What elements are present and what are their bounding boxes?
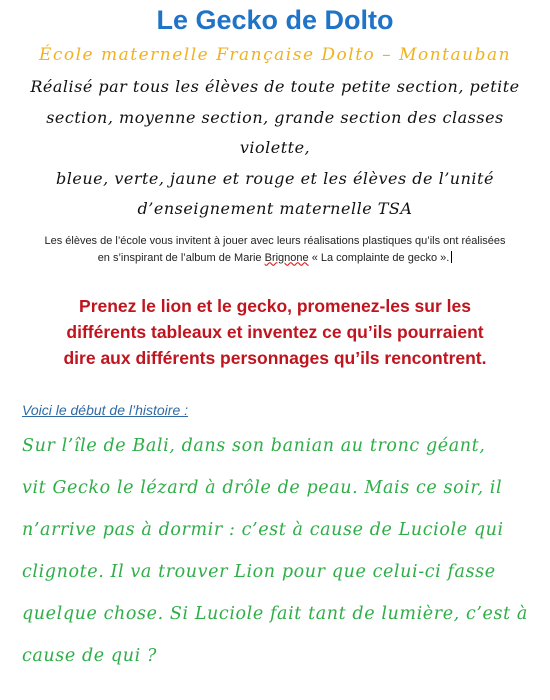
intro-paragraph bbox=[22, 233, 528, 267]
text-cursor bbox=[451, 251, 452, 263]
story-heading: Voici le début de l’histoire : bbox=[22, 401, 189, 418]
story-line: clignote. Il va trouver Lion pour que celui-ci fasse bbox=[22, 561, 496, 582]
story-text bbox=[22, 425, 528, 677]
author-name: Brignone bbox=[264, 251, 309, 264]
credits-line: bleue, verte, jaune et rouge et les élèves de l’unité bbox=[56, 168, 494, 188]
instruction-callout bbox=[22, 293, 528, 371]
credits-line: section, moyenne section, grande section des classes violette, bbox=[46, 107, 504, 157]
intro-text: en s’inspirant de l’album de Marie bbox=[97, 251, 265, 264]
school-name: École maternelle Française Dolto – Montauban bbox=[38, 45, 512, 65]
document-title: Le Gecko de Dolto bbox=[156, 5, 394, 35]
story-line: quelque chose. Si Luciole fait tant de lumière, c’est à bbox=[22, 603, 528, 624]
callout-line: différents tableaux et inventez ce qu’ils pourraient bbox=[66, 321, 484, 342]
story-line: Sur l’île de Bali, dans son banian au tronc géant, bbox=[22, 435, 486, 456]
credits-line: Réalisé par tous les élèves de toute petite section, petite bbox=[30, 77, 520, 96]
credits-paragraph bbox=[22, 72, 528, 225]
callout-line: dire aux différents personnages qu’ils rencontrent. bbox=[63, 347, 487, 368]
story-line: n’arrive pas à dormir : c’est à cause de Luciole qui bbox=[22, 519, 504, 540]
story-line: cause de qui ? bbox=[22, 645, 157, 666]
credits-line: d’enseignement maternelle TSA bbox=[137, 199, 413, 218]
intro-text: « La complainte de gecko ». bbox=[308, 251, 450, 264]
callout-line: Prenez le lion et le gecko, promenez-les sur les bbox=[79, 295, 471, 316]
intro-line: Les élèves de l’école vous invitent à jouer avec leurs réalisations plastiques qu’ils ont réalisées bbox=[44, 234, 506, 247]
story-line: vit Gecko le lézard à drôle de peau. Mais ce soir, il bbox=[22, 477, 503, 498]
intro-line bbox=[22, 250, 528, 267]
